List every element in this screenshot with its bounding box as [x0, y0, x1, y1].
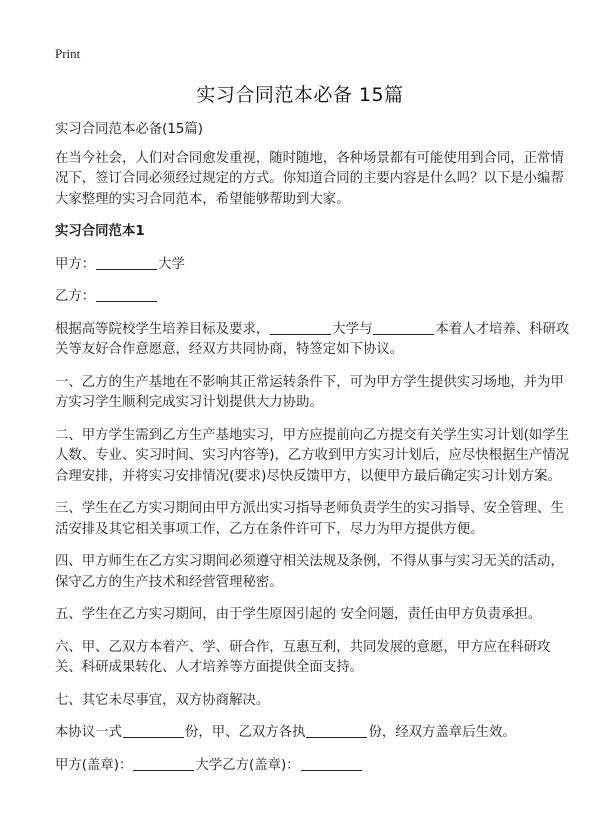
university-blank: [270, 320, 331, 335]
document-body: [55, 120, 575, 788]
party-b-label: 乙方：: [55, 289, 96, 304]
party-b-seal-blank: [301, 756, 362, 771]
section-heading: 实习合同范本1: [55, 224, 145, 239]
preamble-text-3: 本着人才培养、科研攻关等友好合作意愿意，经双方共同协商，特签定如下协议。: [55, 321, 570, 357]
total-copies-blank: [123, 723, 184, 738]
print-label: Print: [55, 46, 81, 61]
party-a-seal-label: 甲方(盖章)：: [55, 757, 133, 773]
page-title: 实习合同范本必备 15篇: [196, 84, 404, 106]
party-b-blank: [96, 287, 157, 302]
clause-5: 五、学生在乙方实习期间，由于学生原因引起的 安全问题，责任由甲方负责承担。: [55, 607, 542, 622]
party-b-seal-label: 乙方(盖章)：: [222, 757, 300, 773]
each-copies-blank: [306, 723, 367, 738]
clause-1: 一、乙方的生产基地在不影响其正常运转条件下，可为甲方学生提供实习场地，并为甲方实习学生顺利完成实习计划提供大力协助。: [55, 374, 564, 410]
party-b-line: [55, 287, 575, 308]
clause-7: 七、其它未尽事宜，双方协商解决。: [55, 692, 270, 708]
clause-2: 二、甲方学生需到乙方生产基地实习，甲方应提前向乙方提交有关学生实习计划(如学生人数、专业、实习时间、实习内容等)，乙方收到甲方实习计划后，应尽快根据生产情况合理安排，并将实习安排情况(要求)尽快反馈甲方，以便甲方最后确定实习计划方案。: [55, 427, 570, 484]
preamble-text-1: 根据高等院校学生培养目标及要求，: [55, 321, 270, 337]
intro-paragraph: 在当今社会，人们对合同愈发重视，随时随地，各种场景都有可能使用到合同，正常情况下，签订合同必须经过规定的方式。你知道合同的主要内容是什么吗？以下是小编帮大家整理的实习合同范本，希望能够帮助到大家。: [55, 150, 564, 207]
copies-text-2: 份，甲、乙双方各执: [184, 725, 306, 740]
copies-line: [55, 723, 575, 744]
party-a-suffix: 大学: [158, 256, 185, 272]
party-a-label: 甲方：: [55, 256, 96, 272]
copies-text-1: 本协议一式: [55, 725, 122, 740]
preamble-paragraph: [55, 320, 575, 361]
party-a-seal-suffix: 大学: [195, 757, 223, 773]
signature-line: [55, 756, 575, 777]
copies-text-3: 份，经双方盖章后生效。: [368, 725, 516, 740]
party-a-seal-blank: [133, 756, 194, 771]
document-subtitle: 实习合同范本必备(15篇): [55, 122, 204, 137]
clause-6: 六、甲、乙双方本着产、学、研合作，互惠互利，共同发展的意愿，甲方应在科研攻关、科研成果转化、人才培养等方面提供全面支持。: [55, 639, 551, 675]
company-blank: [373, 320, 434, 335]
party-a-blank: [96, 255, 157, 270]
party-a-line: [55, 255, 575, 276]
clause-3: 三、学生在乙方实习期间由甲方派出实习指导老师负责学生的实习指导、安全管理、生活安排及其它相关事项工作，乙方在条件许可下，尽力为甲方提供方便。: [55, 501, 564, 537]
preamble-text-2: 大学与: [332, 321, 373, 337]
clause-4: 四、甲方师生在乙方实习期间必须遵守相关法规及条例，不得从事与实习无关的活动，保守乙方的生产技术和经营管理秘密。: [55, 554, 564, 590]
